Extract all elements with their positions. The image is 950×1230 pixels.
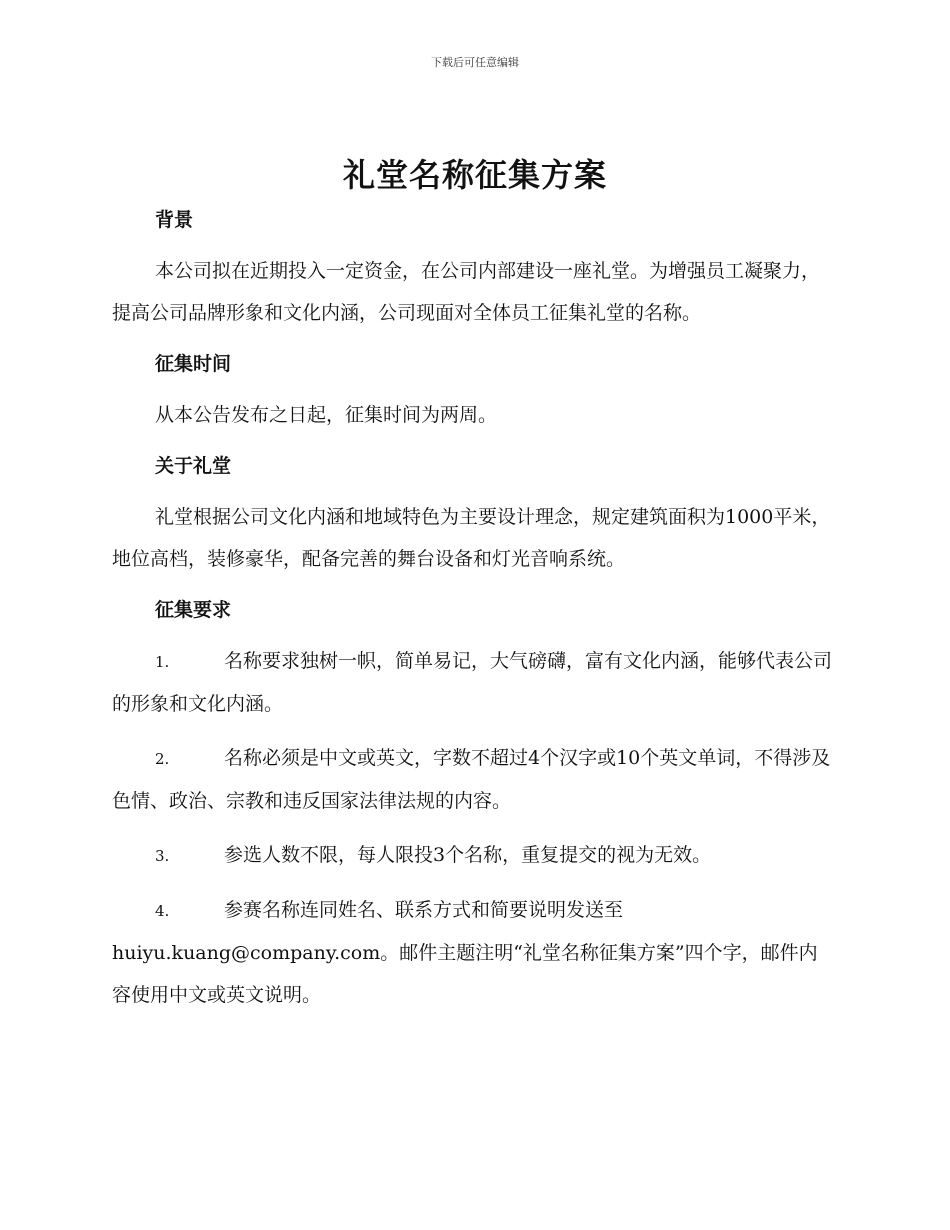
section-heading-requirements: 征集要求 — [155, 599, 232, 621]
requirement-number: 2. — [155, 750, 170, 768]
document-title: 礼堂名称征集方案 — [342, 156, 607, 194]
requirement-item — [112, 737, 832, 822]
document-body — [112, 202, 832, 1016]
requirement-text: 参选人数不限，每人限投3个名称，重复提交的视为无效。 — [224, 844, 712, 866]
section-heading-period: 征集时间 — [155, 353, 232, 375]
header-note: 下载后可任意编辑 — [431, 56, 519, 69]
requirement-text: 名称要求独树一帜，简单易记，大气磅礴，富有文化内涵，能够代表公司的形象和文化内涵。 — [112, 650, 833, 715]
requirement-number: 3. — [155, 847, 170, 865]
requirement-number: 1. — [155, 653, 170, 671]
requirement-item — [112, 889, 832, 1016]
requirement-item — [112, 640, 832, 725]
section-heading-background: 背景 — [155, 209, 194, 231]
requirement-number: 4. — [155, 902, 170, 920]
section-text-about: 礼堂根据公司文化内涵和地域特色为主要设计理念，规定建筑面积为1000平米，地位高档，装修豪华，配备完善的舞台设备和灯光音响系统。 — [112, 506, 831, 570]
section-text-period: 从本公告发布之日起，征集时间为两周。 — [155, 404, 498, 426]
requirement-text-line1: 参赛名称连同姓名、联系方式和简要说明发送至 — [224, 899, 624, 921]
section-heading-about: 关于礼堂 — [155, 455, 232, 477]
requirement-text: 名称必须是中文或英文，字数不超过4个汉字或10个英文单词，不得涉及色情、政治、宗教和违反国家法律法规的内容。 — [112, 747, 831, 812]
section-text-background: 本公司拟在近期投入一定资金，在公司内部建设一座礼堂。为增强员工凝聚力，提高公司品牌形象和文化内涵，公司现面对全体员工征集礼堂的名称。 — [112, 260, 821, 324]
requirement-text-rest: huiyu.kuang@company.com。邮件主题注明“礼堂名称征集方案”四个字，邮件内容使用中文或英文说明。 — [112, 942, 818, 1006]
requirement-item — [112, 834, 832, 877]
